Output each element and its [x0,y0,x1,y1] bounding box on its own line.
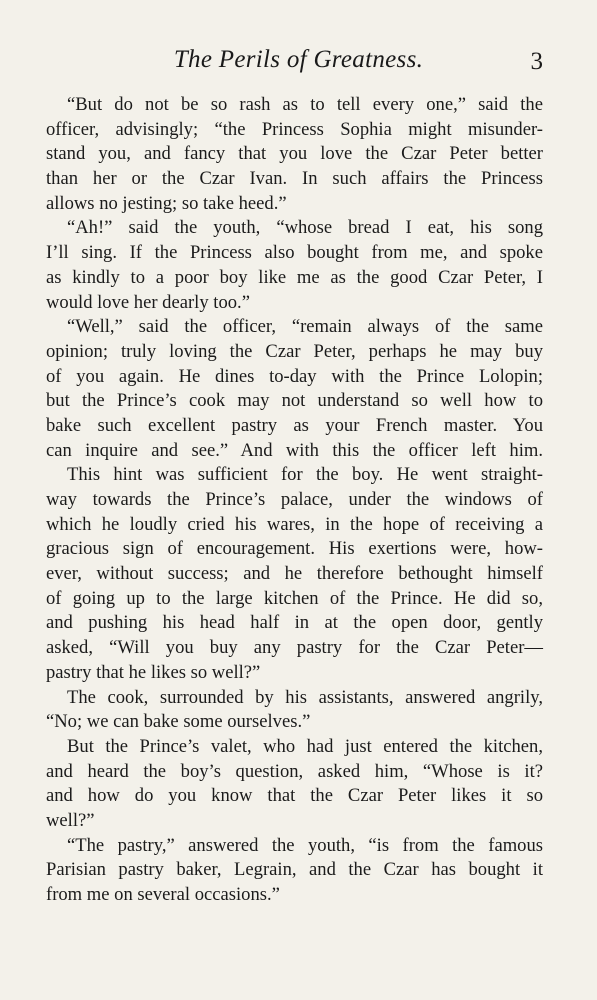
body-text [46,93,543,908]
text-line: opinion; truly loving the Czar Peter, perhaps he may buy [46,340,543,362]
text-line: can inquire and see.” And with this the officer left him. [46,439,543,461]
text-line: than her or the Czar Ivan. In such affairs the Princess [46,168,543,190]
text-line: I’ll sing. If the Princess also bought from me, and spoke [46,242,543,264]
text-line: of going up to the large kitchen of the Prince. He did so, [46,587,543,609]
text-line: allows no jesting; so take heed.” [46,192,287,214]
text-line: which he loudly cried his wares, in the hope of receiving a [46,513,543,535]
text-line: The cook, surrounded by his assistants, answered angrily, [67,686,543,708]
text-line: “Ah!” said the youth, “whose bread I eat, his song [67,217,543,239]
page-number: 3 [530,48,543,75]
text-line: would love her dearly too.” [46,291,250,313]
text-line: “No; we can bake some ourselves.” [46,711,311,733]
text-line: way towards the Prince’s palace, under the windows of [46,489,543,510]
text-line: But the Prince’s valet, who had just entered the kitchen, [67,735,543,757]
text-line: bake such excellent pastry as your French master. You [46,414,543,436]
text-line: and pushing his head half in at the open door, gently [46,612,543,634]
text-line: This hint was sufficient for the boy. He went straight- [67,464,543,486]
text-line: and heard the boy’s question, asked him, “Whose is it? [46,760,543,782]
text-line: asked, “Will you buy any pastry for the Czar Peter— [46,637,543,659]
running-head [0,46,597,78]
text-line: as kindly to a poor boy like me as the good Czar Peter, I [46,266,543,288]
text-line: ever, without success; and he therefore bethought himself [46,563,543,585]
text-line: “Well,” said the officer, “remain always of the same [67,316,543,338]
running-title: The Perils of Greatness. [173,46,424,73]
text-line: and how do you know that the Czar Peter likes it so [46,785,543,807]
text-line: gracious sign of encouragement. His exertions were, how- [46,538,543,560]
text-line: stand you, and fancy that you love the Czar Peter better [46,143,543,165]
text-line: “But do not be so rash as to tell every one,” said the [67,94,543,115]
text-line: Parisian pastry baker, Legrain, and the Czar has bought it [46,859,543,881]
text-line: from me on several occasions.” [46,884,280,905]
text-line: “The pastry,” answered the youth, “is from the famous [67,834,543,856]
text-line: officer, advisingly; “the Princess Sophia might misunder- [46,118,543,140]
text-line: well?” [46,809,95,831]
text-line: pastry that he likes so well?” [46,661,261,683]
text-line: of you again. He dines to-day with the Prince Lolopin; [46,365,543,387]
text-line: but the Prince’s cook may not understand so well how to [46,390,543,412]
